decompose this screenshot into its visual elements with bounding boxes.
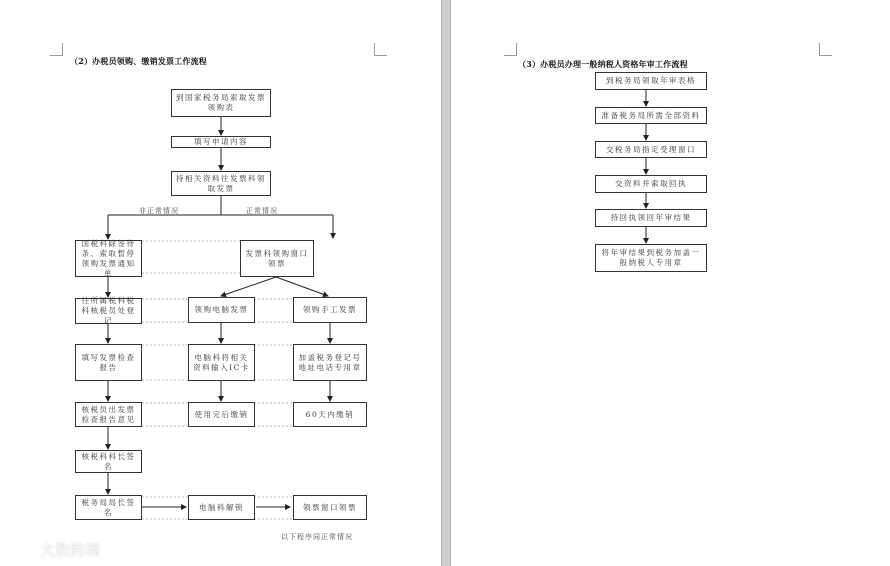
review-step-4: 交资料并索取回执 [595,175,707,193]
watermark-logo-icon [6,538,40,560]
flow-box-bring-documents: 持相关资料往发票科领取发票 [171,171,271,196]
review-step-5: 持回执领回年审结果 [595,209,707,227]
watermark-text: 大数跨境 [40,540,101,559]
flow-box-ic-card: 电脑科将相关资料输入IC卡 [188,344,255,381]
flow-box-officer-opinion: 核税员出发票检查报告意见 [75,402,142,427]
flow-box-stamp: 加盖税务登记号地址电话专用章 [293,344,367,381]
flowchart-connectors [0,0,441,566]
flow-box-register-with-officer: 往所属税科税科核税员处登记 [75,298,142,324]
footer-note: 以下程序同正常情况 [281,533,353,541]
flow-box-window-pickup: 发票科领购窗口领票 [240,240,314,277]
review-step-3: 交税务局指定受理窗口 [595,141,707,158]
section-heading-invoice-flow: （2）办税员领购、缴销发票工作流程 [70,56,207,66]
section-heading-annual-review: （3）办税员办理一般纳税人资格年审工作流程 [518,59,688,69]
flow-box-request-form: 到国家税务局索取发票领购表 [171,89,271,117]
flow-box-fill-application: 填写申请内容 [171,136,271,148]
review-step-6: 将年审结果到税务加盖一般纳税人专用章 [595,244,707,272]
flow-box-inspection-report: 填写发票检查报告 [75,344,142,381]
document-page-left [0,0,441,566]
flow-box-bureau-chief-sign: 税务局局长签名 [75,495,142,520]
flow-box-window-ticket: 领票窗口领票 [293,495,367,520]
flow-box-section-chief-sign: 核税科科长签名 [75,450,142,473]
review-step-2: 准备税务局所需全部资料 [595,107,707,124]
flow-box-cancel-after-use: 使用完后缴销 [188,402,255,427]
flow-box-cancel-within-60-days: 60天内缴销 [293,402,367,427]
label-normal-case: 正常情况 [246,207,278,215]
watermark [6,538,100,560]
flow-box-computer-unlock: 电脑科解锁 [188,495,255,520]
flow-box-manual-invoice: 领购手工发票 [293,297,367,323]
document-page-right [451,0,890,566]
label-abnormal-case: 非正常情况 [139,207,179,215]
flow-box-electronic-invoice: 领购电脑发票 [188,297,255,323]
review-step-1: 到税务局领取年审表格 [595,72,707,90]
flow-box-suspension-notice: 国税科除签待条、索取暂停领购发票通知单 [75,240,142,277]
